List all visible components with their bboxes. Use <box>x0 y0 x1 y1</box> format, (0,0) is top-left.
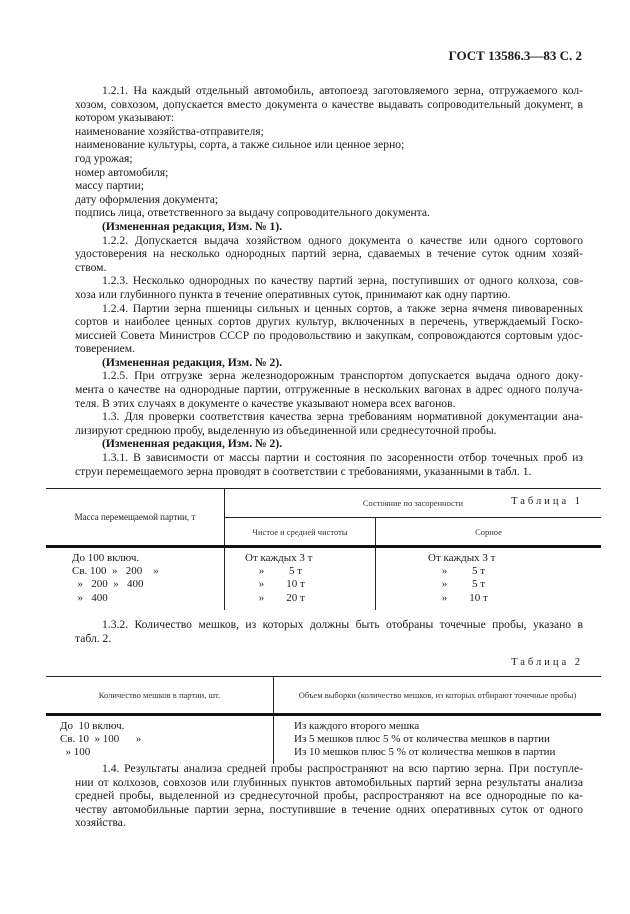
text-line: подпись лица, ответственного за выдачу сопроводительного документа. <box>75 206 430 220</box>
text-line: 1.4. Результаты анализа средней пробы распространяют на всю партию зерна. При поступле- <box>102 762 583 775</box>
paragraph <box>75 274 583 301</box>
paragraph-1-3-2 <box>75 618 583 645</box>
revision-note <box>75 220 583 234</box>
table-cell: От каждых 3 т <box>428 552 496 564</box>
text-line: честву автомобильные партии зерна, поступившие в течение одних оперативных суток от одного <box>75 802 583 816</box>
paragraph <box>75 234 583 275</box>
text-line: котором указывают: <box>75 111 175 125</box>
paragraph <box>75 138 583 152</box>
table-cell: » 5 т <box>428 565 486 578</box>
paragraph <box>75 369 583 410</box>
table-cell: До 100 включ. <box>72 552 140 564</box>
text-line: сортов и наиболее ценных сортов других культур, включенных в перечень, утверждаемый Госко- <box>75 315 583 329</box>
text-line: 1.2.1. На каждый отдельный автомобиль, автопоезд заготовляемого зерна, отгружаемого кол- <box>102 84 583 97</box>
text-line: удостоверения на несколько однородных партий зерна, сдаваемых в течение суток одним хозяй- <box>75 247 583 261</box>
text-line: товерением. <box>75 342 135 356</box>
text-line: хоза или глубинного пункта в течение оперативных суток, принимают как одну партию. <box>75 287 511 301</box>
text-line: наименование хозяйства-отправителя; <box>75 124 264 138</box>
table2-caption: Таблица 2 <box>511 657 583 668</box>
table1-col3 <box>376 547 602 611</box>
text-line: 1.3. Для проверки соответствия качества зерна требованиям нормативной документации ана- <box>102 410 583 424</box>
table1-col2 <box>225 547 376 611</box>
table2-col2-header: Объем выборки (количество мешков, из которых отбирают точечные пробы) <box>298 690 577 700</box>
table-cell: » 5 т <box>428 578 486 591</box>
table-cell: Из 5 мешков плюс 5 % от количества мешков в партии <box>294 733 550 746</box>
table1-col1-header: Масса перемещаемой партии, т <box>46 489 225 547</box>
paragraph <box>75 179 583 193</box>
text-line: 1.3.1. В зависимости от массы партии и состояния по засоренности отбор точечных проб из <box>102 451 583 465</box>
table2-col1 <box>46 715 274 765</box>
text-line: 1.2.3. Несколько однородных по качеству партий зерна, поступивших от одного колхоза, сов- <box>102 274 583 288</box>
text-line: наименование культуры, сорта, а также сильное или ценное зерно; <box>75 138 405 152</box>
text-line: (Измененная редакция, Изм. № 2). <box>102 437 283 451</box>
text-line: хозяйства. <box>75 816 126 830</box>
text-line: 1.2.5. При отгрузке зерна железнодорожным транспортом допускается выдача одного доку- <box>102 369 583 383</box>
text-line: теля. В этих случаях в документе о качестве указывают номера всех вагонов. <box>75 396 456 410</box>
text-line: дату оформления документа; <box>75 192 219 206</box>
table-cell: » 10 т <box>245 578 305 591</box>
table1-group-header: Состояние по засоренности <box>225 489 602 518</box>
text-line: 1.2.4. Партии зерна пшеницы сильных и ценных сортов, а также зерна ячменя пивоваренных <box>102 301 583 315</box>
revision-note <box>75 356 583 370</box>
text-line: мента о качестве на однородные партии, отгруженные в нескольких вагонах в адрес одного получа- <box>75 383 583 397</box>
text-line: ством. <box>75 260 107 274</box>
table-cell: От каждых 3 т <box>245 552 313 564</box>
paragraph <box>75 166 583 180</box>
paragraph <box>75 410 583 437</box>
body-text <box>75 84 583 478</box>
paragraph <box>75 206 583 220</box>
paragraph <box>75 302 583 356</box>
text-line: массу партии; <box>75 179 144 193</box>
text-line: миссией Совета Министров СССР по продовольствию и закупкам, сопровождаются сортовым удос- <box>75 328 583 342</box>
table-cell: Из 10 мешков плюс 5 % от количества мешков в партии <box>294 746 556 759</box>
text-line: средней пробы, выделенной из среднесуточной пробы, распространяют на все однородные по ка- <box>75 789 583 803</box>
table1-col3-header: Сорное <box>475 526 502 537</box>
table2-col2 <box>274 715 602 765</box>
table-cell: До 10 включ. <box>60 720 125 732</box>
table-cell: » 20 т <box>245 591 305 604</box>
text-line: 1.2.2. Допускается выдача хозяйством одного документа о качестве или одного сортового <box>102 233 583 247</box>
paragraph <box>75 193 583 207</box>
paragraph <box>75 152 583 166</box>
table-cell: » 200 » 400 <box>72 578 144 591</box>
table-cell: » 5 т <box>245 565 303 578</box>
text-line: (Измененная редакция, Изм. № 1). <box>102 219 283 233</box>
text-line: номер автомобиля; <box>75 165 169 179</box>
table-cell: Из каждого второго мешка <box>294 720 420 732</box>
paragraph-1-4 <box>75 762 583 830</box>
table1-caption: Таблица 1 <box>511 496 583 507</box>
table-cell: Св. 100 » 200 » <box>72 565 159 578</box>
paragraph <box>75 84 583 125</box>
table-2 <box>46 676 601 764</box>
text-line: (Измененная редакция, Изм. № 2). <box>102 355 283 369</box>
paragraph <box>75 451 583 478</box>
text-line: струи перемещаемого зерна проводят в соответствии с требованиями, указанными в табл. 1. <box>75 464 532 478</box>
table1-col1 <box>46 547 225 611</box>
table2-col1-header: Количество мешков в партии, шт. <box>46 677 274 715</box>
text-line: лизируют среднюю пробу, выделенную из объединенной или среднесуточной пробы. <box>75 423 497 437</box>
table-cell: » 400 <box>72 591 108 604</box>
text-line: нии от колхозов, совхозов или глубинных пунктов автомобильных партий зерна результаты анализа <box>75 775 583 789</box>
table-cell: » 10 т <box>428 591 488 604</box>
table-1 <box>46 488 601 610</box>
page-header: ГОСТ 13586.3—83 С. 2 <box>448 48 582 63</box>
text-line: хозом, совхозом, допускается вместо документа о качестве выдавать сопроводительный документ, в <box>75 97 583 111</box>
table-cell: » 100 <box>60 746 91 759</box>
table1-col2-header: Чистое и средней чистоты <box>225 518 376 547</box>
revision-note <box>75 437 583 451</box>
text-line: 1.3.2. Количество мешков, из которых должны быть отобраны точечные пробы, указано в <box>102 618 583 631</box>
table-cell: Св. 10 » 100 » <box>60 733 142 746</box>
paragraph <box>75 125 583 139</box>
text-line: год урожая; <box>75 151 133 165</box>
text-line: табл. 2. <box>75 631 112 645</box>
